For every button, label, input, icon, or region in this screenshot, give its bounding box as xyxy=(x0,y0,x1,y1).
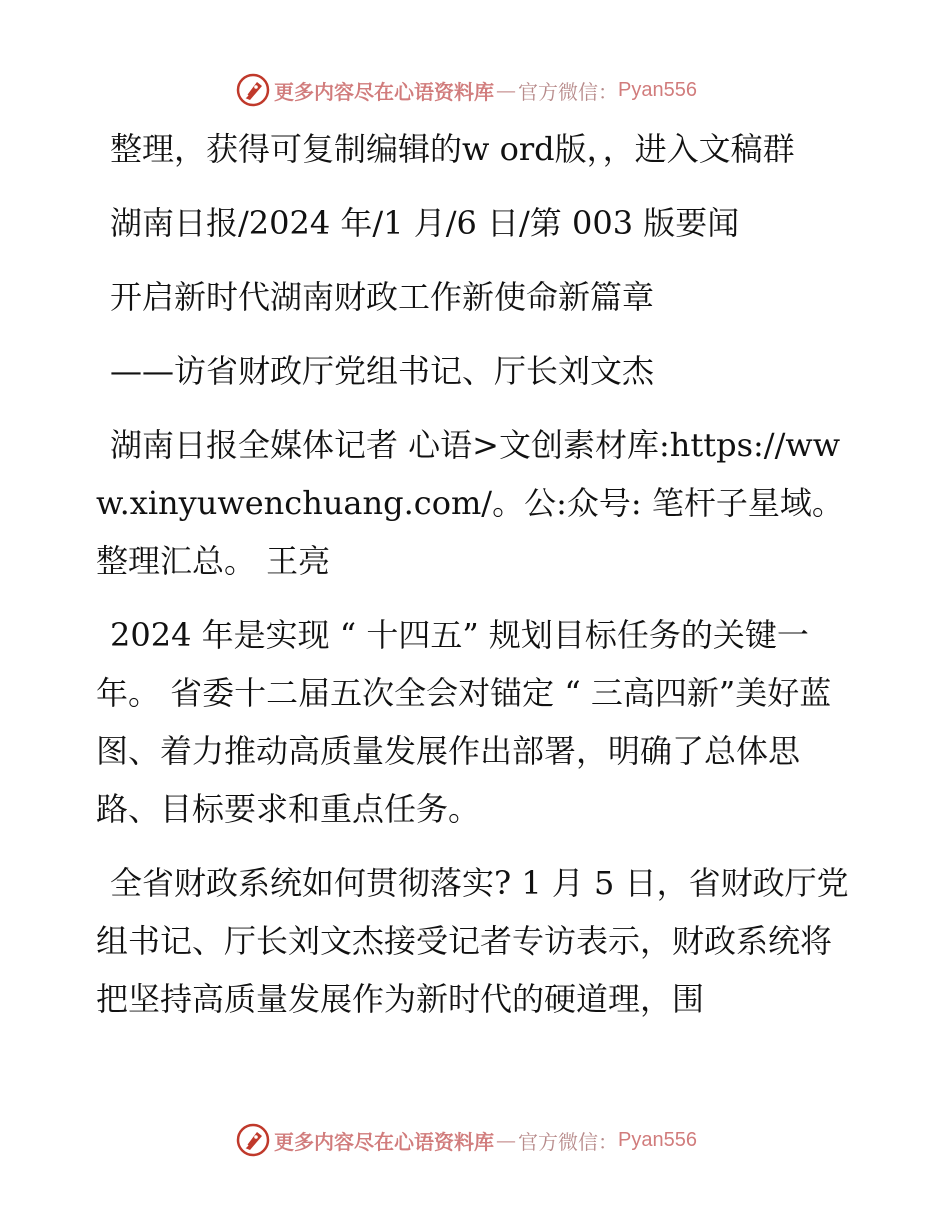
banner-wechat-id: Pyan556 xyxy=(618,78,697,101)
banner-wechat-label: 官方微信： xyxy=(518,1129,618,1154)
paragraph-source: 湖南日报/2024 年/1 月/6 日/第 003 版要闻 xyxy=(110,204,740,242)
header-banner-content xyxy=(236,70,697,110)
paragraph-notice: 整理，获得可复制编辑的w ord版，，进入文稿群 xyxy=(110,130,795,168)
header-banner xyxy=(0,70,950,110)
footer-banner-content xyxy=(236,1120,697,1160)
paragraph-byline: 湖南日报全媒体记者 心语>文创素材库:https://www.xinyuwenchuang.com/。公:众号: 笔杆子星域。整理汇总。 王亮 xyxy=(96,426,844,580)
banner-main-text: 更多内容尽在心语资料库 xyxy=(274,1129,494,1154)
pen-nib-logo-icon xyxy=(236,73,270,107)
footer-banner xyxy=(0,1120,950,1160)
banner-wechat-label: 官方微信： xyxy=(518,79,618,104)
banner-main-text: 更多内容尽在心语资料库 xyxy=(274,79,494,104)
banner-dash: — xyxy=(496,1128,516,1152)
article-body xyxy=(96,120,856,1044)
article-subtitle: ——访省财政厅党组书记、厅长刘文杰 xyxy=(110,352,655,390)
paragraph-body-2: 全省财政系统如何贯彻落实? 1 月 5 日，省财政厅党组书记、厅长刘文杰接受记者专访表示，财政系统将把坚持高质量发展作为新时代的硬道理，围 xyxy=(96,864,849,1018)
banner-dash: — xyxy=(496,78,516,102)
paragraph-body-1: 2024 年是实现 “ 十四五” 规划目标任务的关键一年。 省委十二届五次全会对锚定 “ 三高四新”美好蓝图、着力推动高质量发展作出部署，明确了总体思路、目标要求和重点任务。 xyxy=(96,616,832,828)
article-title: 开启新时代湖南财政工作新使命新篇章 xyxy=(110,278,655,316)
pen-nib-logo-icon xyxy=(236,1123,270,1157)
banner-wechat-id: Pyan556 xyxy=(618,1128,697,1151)
